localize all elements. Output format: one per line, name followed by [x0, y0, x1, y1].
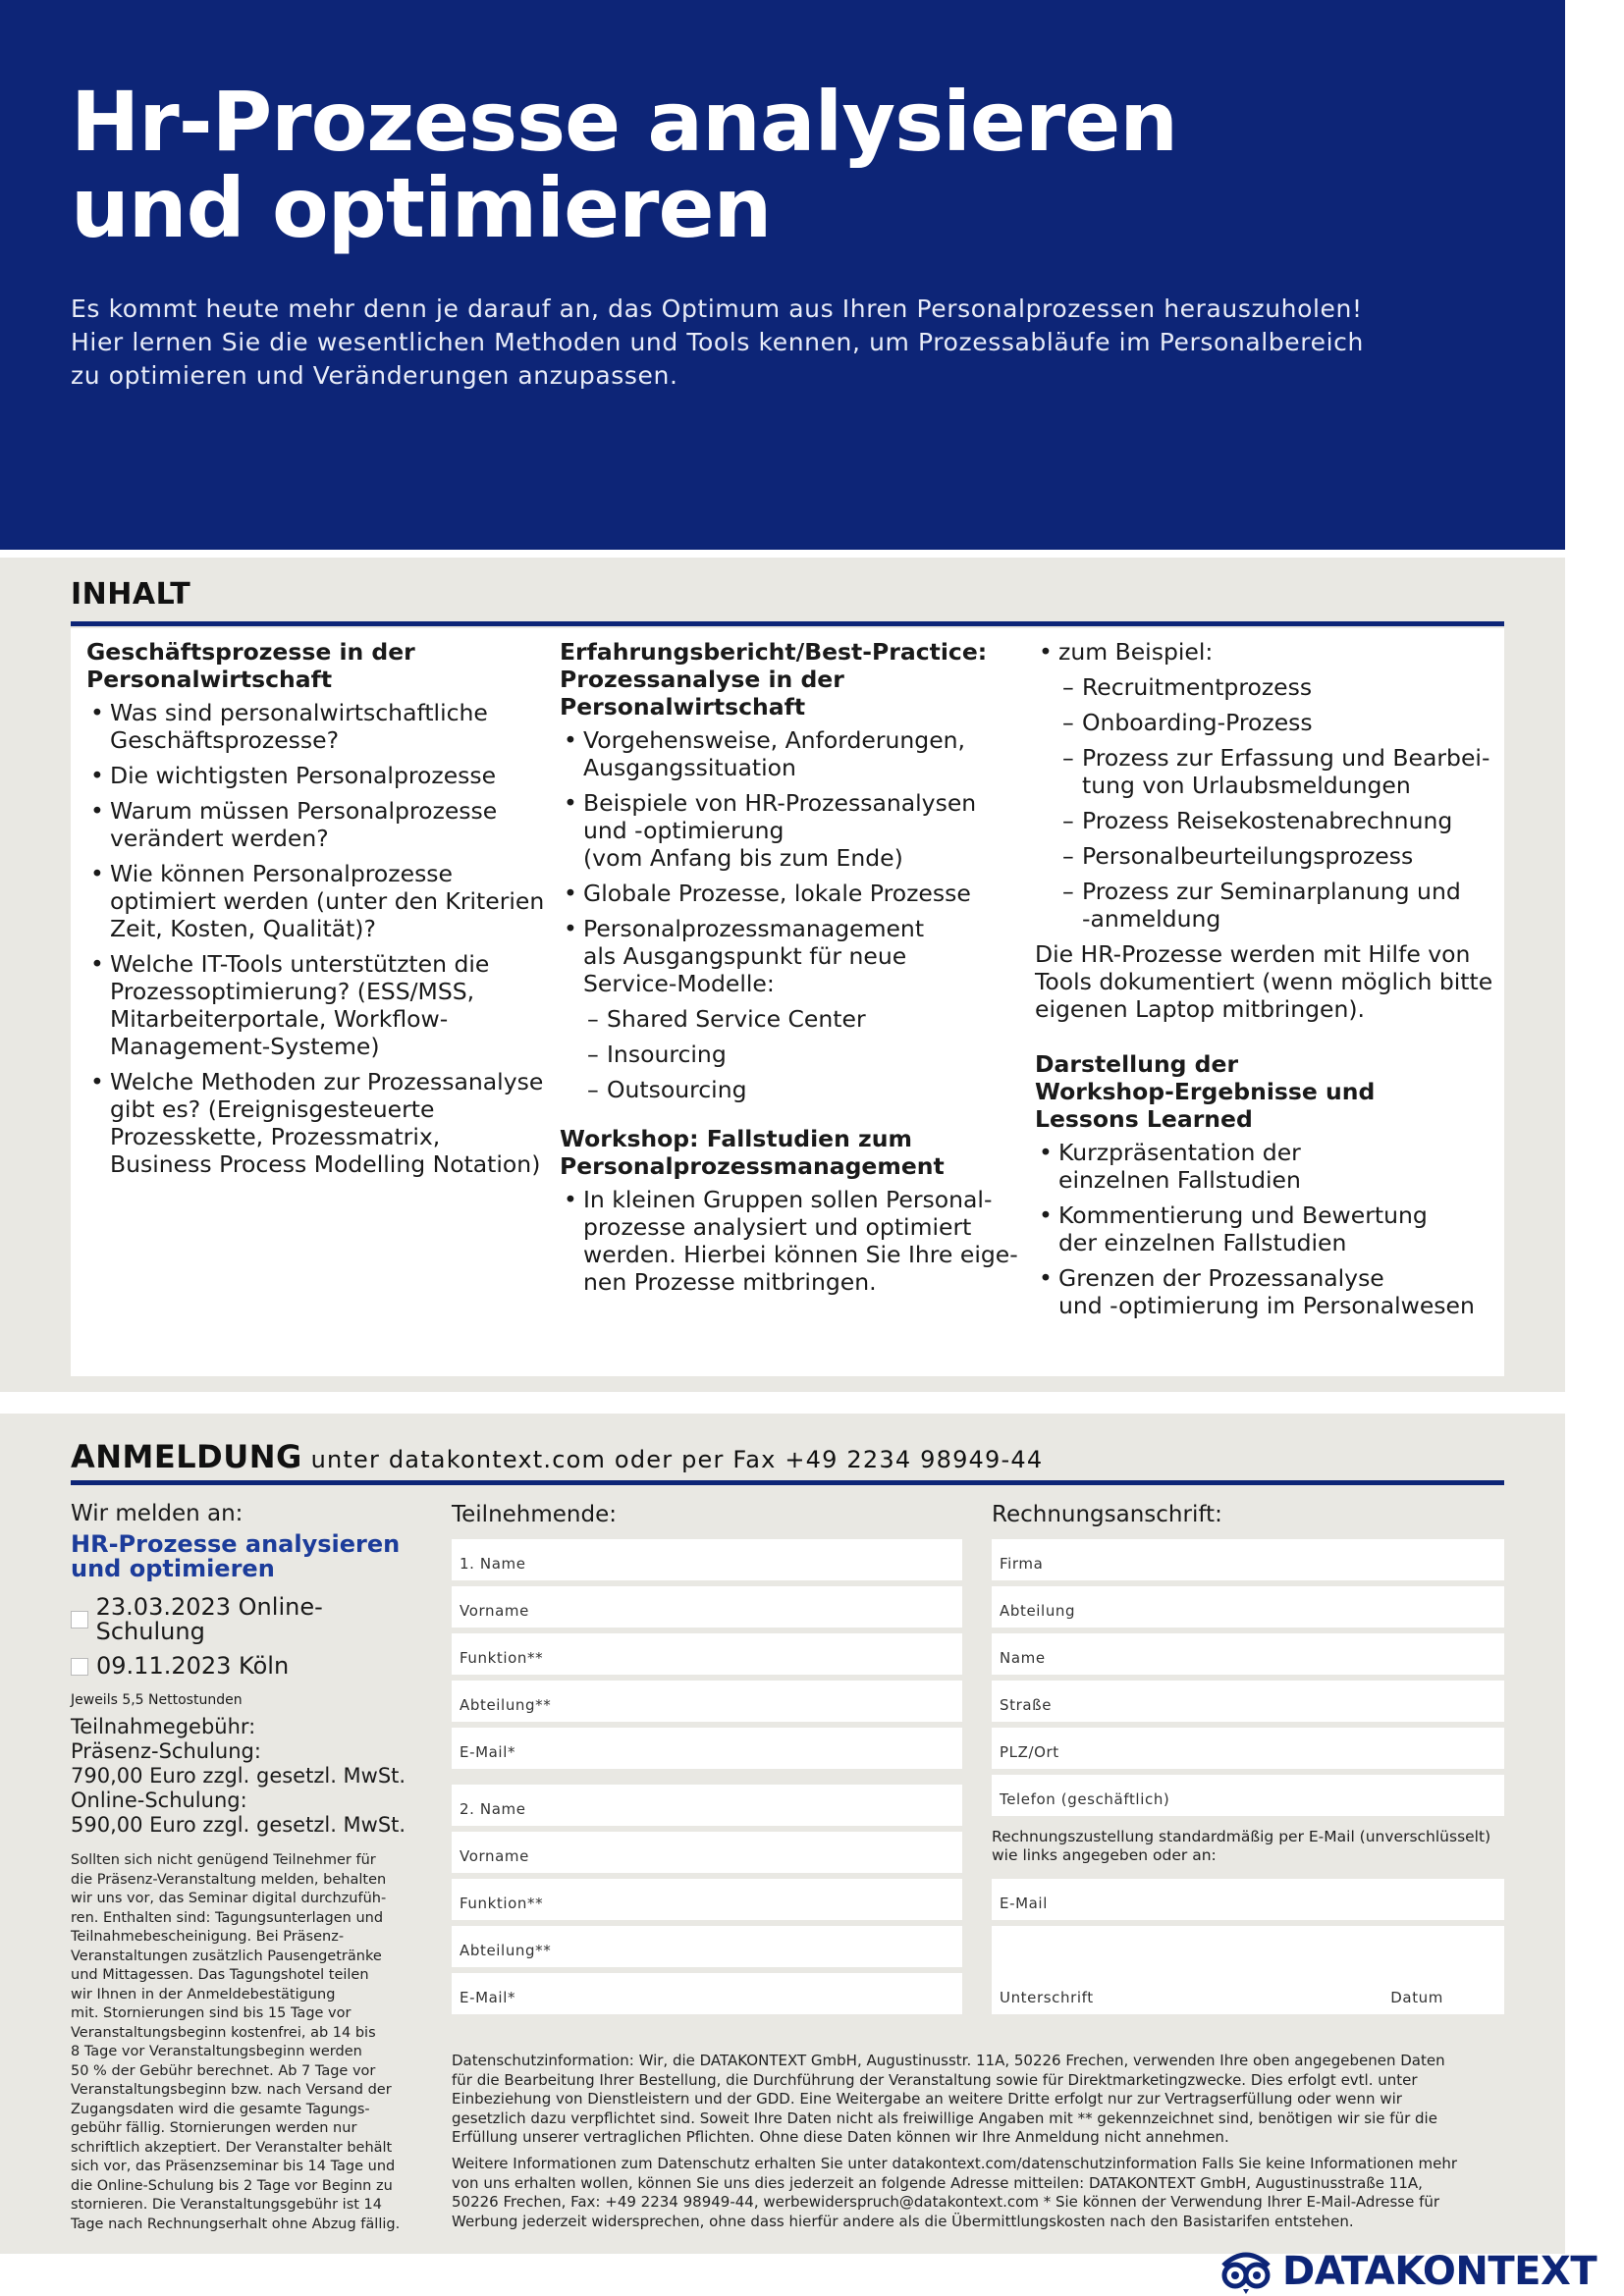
section-heading: Darstellung der Workshop-Ergebnisse und Lessons Learned — [1035, 1050, 1376, 1133]
content-column-1 — [86, 638, 548, 1186]
list-item: • Kurzpräsentation der einzelnen Fallstudien — [1035, 1139, 1496, 1194]
date-checkbox[interactable] — [71, 1658, 88, 1676]
terms-fineprint: Sollten sich nicht genügend Teilnehmer für die Präsenz-Veranstaltung melden, behalten wir uns vor, das Seminar digital durchzufüh- ren. Enthalten sind: Tagungsunterlagen und Teilnahmebescheinigung. Bei Präsenz- Veranstaltungen zusätzlich Pausengetränke und Mittagessen. Das Tagungshotel teilen wir Ihnen in der Anmeldebestätigung mit. Stornierungen sind bis 15 Tage vor Veranstaltungsbeginn kostenfrei, ab 14 bis 8 Tage vor Veranstaltungsbeginn werden 50 % der Gebühr berechnet. Ab 7 Tage vor Veranstaltungsbeginn bzw. nach Versand der Zugangsdaten wird die gesamte Tagungs- gebühr fällig. Stornierungen werden nur schriftlich akzeptiert. Der Veranstalter behält sich vor, das Präsenzseminar bis 14 Tage und die Online-Schulung bis 2 Tage vor Beginn zu stornieren. Die Veranstaltungsgebühr ist 14 Tage nach Rechnungserhalt ohne Abzug fällig. — [71, 1852, 401, 2232]
intro-line-1: Es kommt heute mehr denn je darauf an, das Optimum aus Ihren Personalprozessen herauszuholen! — [71, 294, 1363, 323]
registration-heading: ANMELDUNG unter datakontext.com oder per Fax +49 2234 98949-44 — [71, 1438, 1044, 1475]
heading-line: Personalwirtschaft — [86, 666, 333, 693]
registration-divider — [71, 1480, 1504, 1485]
content-heading: INHALT — [71, 577, 191, 612]
sub-list-item: – Prozess Reisekostenabrechnung — [1058, 807, 1496, 834]
billing-zip-city-field[interactable]: PLZ/Ort — [992, 1728, 1504, 1769]
privacy-notice-more: Weitere Informationen zum Datenschutz erhalten Sie unter datakontext.com/datenschutzinformation Falls Sie keine Informationen mehr von uns erhalten wollen, können Sie uns dies jederzeit an folgende Adresse mitteilen: DATAKONTEXT GmbH, Augustinusstraße 11A, 50226 Frechen, Fax: +49 2234 98949-44, werbewiderspruch@datakontext.com * Sie können der Verwendung Ihrer E-Mail-Adresse für Werbung jederzeit widersprechen, ohne dass hierfür andere als die Übermittlungskosten nach den Basistarifen entstehen. — [452, 2155, 1457, 2230]
signature-field[interactable] — [992, 1926, 1504, 2014]
list-item: • zum Beispiel: — [1035, 638, 1496, 666]
sub-list-item: – Insourcing — [583, 1041, 1021, 1068]
billing-company-field[interactable]: Firma — [992, 1539, 1504, 1580]
sub-list-item: – Onboarding-Prozess — [1058, 709, 1496, 736]
list-item: • Was sind personalwirtschaftliche Geschäftsprozesse? — [86, 699, 548, 754]
sub-list-item: – Personalbeurteilungsprozess — [1058, 842, 1496, 870]
bullet-list — [1035, 638, 1496, 933]
participant2-function-field[interactable]: Funktion** — [452, 1879, 962, 1920]
date-option-1[interactable]: 23.03.2023 Online-Schulung — [71, 1595, 424, 1644]
content-column-2 — [560, 638, 1021, 1304]
participant2-email-field[interactable]: E-Mail* — [452, 1973, 962, 2014]
list-item: • Wie können Personalprozesse optimiert werden (unter den Kriterien Zeit, Kosten, Qualität)? — [86, 860, 548, 942]
participants-label: Teilnehmende: — [452, 1502, 618, 1527]
owl-logo-icon — [1218, 2248, 1274, 2295]
hours-note: Jeweils 5,5 Nettostunden — [71, 1692, 243, 1708]
course-title: HR-Prozesse analysieren und optimieren — [71, 1530, 401, 1582]
bullet-list — [560, 1186, 1021, 1296]
title-line-1: Hr-Prozesse analysieren — [71, 74, 1178, 170]
sub-list-item: – Prozess zur Seminarplanung und -anmeldung — [1058, 878, 1496, 933]
logo-text: DATAKONTEXT — [1282, 2249, 1597, 2294]
signature-label: Unterschrift — [1000, 1989, 1094, 2006]
content-column-3 — [1035, 638, 1496, 1327]
billing-department-field[interactable]: Abteilung — [992, 1586, 1504, 1628]
list-item: • Die wichtigsten Personalprozesse — [86, 762, 548, 789]
bullet-list — [86, 699, 548, 1178]
list-item: • Welche IT-Tools unterstützten die Prozessoptimierung? (ESS/MSS, Mitarbeiterportale, Workflow- Management-Systeme) — [86, 950, 548, 1060]
billing-note: Rechnungszustellung standardmäßig per E-Mail (unverschlüsselt) wie links angegeben oder an: — [992, 1828, 1491, 1864]
participant1-function-field[interactable]: Funktion** — [452, 1633, 962, 1675]
billing-phone-field[interactable]: Telefon (geschäftlich) — [992, 1775, 1504, 1816]
bullet-list — [1035, 1139, 1496, 1319]
paragraph: Die HR-Prozesse werden mit Hilfe von Tools dokumentiert (wenn möglich bitte eigenen Laptop mitbringen). — [1035, 940, 1493, 1023]
course-selection — [71, 1502, 424, 1838]
list-item: • Beispiele von HR-Prozessanalysen und -optimierung (vom Anfang bis zum Ende) — [560, 789, 1021, 872]
sub-list-item: – Recruitmentprozess — [1058, 673, 1496, 701]
fee-info: Teilnahmegebühr: Präsenz-Schulung: 790,00 Euro zzgl. gesetzl. MwSt. Online-Schulung: 590,00 Euro zzgl. gesetzl. MwSt. — [71, 1715, 406, 1837]
heading-line: Geschäftsprozesse in der — [86, 638, 415, 666]
section-heading — [86, 638, 548, 693]
billing-label: Rechnungsanschrift: — [992, 1502, 1222, 1527]
participant2-firstname-field[interactable]: Vorname — [452, 1832, 962, 1873]
section-heading: Erfahrungsbericht/Best-Practice: Prozessanalyse in der Personalwirtschaft — [560, 638, 988, 721]
date-option-2[interactable]: 09.11.2023 Köln — [71, 1654, 424, 1679]
billing-name-field[interactable]: Name — [992, 1633, 1504, 1675]
list-item: • Welche Methoden zur Prozessanalyse gibt es? (Ereignisgesteuerte Prozesskette, Prozessmatrix, Business Process Modelling Notation) — [86, 1068, 548, 1178]
billing-email-field[interactable]: E-Mail — [992, 1879, 1504, 1920]
billing-street-field[interactable]: Straße — [992, 1681, 1504, 1722]
section-heading: Workshop: Fallstudien zum Personalprozessmanagement — [560, 1125, 945, 1180]
sub-list-item: – Prozess zur Erfassung und Bearbei- tung von Urlaubsmeldungen — [1058, 744, 1496, 799]
list-item: • Globale Prozesse, lokale Prozesse — [560, 880, 1021, 907]
company-logo — [1218, 2248, 1597, 2295]
participant2-department-field[interactable]: Abteilung** — [452, 1926, 962, 1967]
participant1-name-field[interactable]: 1. Name — [452, 1539, 962, 1580]
intro-text — [71, 293, 1445, 393]
date-label: Datum — [1390, 1989, 1443, 2006]
participant2-name-field[interactable]: 2. Name — [452, 1785, 962, 1826]
bullet-list — [560, 726, 1021, 1103]
participant1-email-field[interactable]: E-Mail* — [452, 1728, 962, 1769]
register-label: Wir melden an: — [71, 1501, 244, 1526]
participant1-department-field[interactable]: Abteilung** — [452, 1681, 962, 1722]
list-item: • Personalprozessmanagement als Ausgangspunkt für neue Service-Modelle: — [560, 915, 1021, 997]
title-line-2: und optimieren — [71, 160, 772, 256]
list-item: • Kommentierung und Bewertung der einzelnen Fallstudien — [1035, 1201, 1496, 1256]
list-item: • Warum müssen Personalprozesse verändert werden? — [86, 797, 548, 852]
list-item: • Grenzen der Prozessanalyse und -optimierung im Personalwesen — [1035, 1264, 1496, 1319]
intro-line-3: zu optimieren und Veränderungen anzupassen. — [71, 361, 678, 390]
list-item: • Vorgehensweise, Anforderungen, Ausgangssituation — [560, 726, 1021, 781]
sub-list-item: – Outsourcing — [583, 1076, 1021, 1103]
content-divider — [71, 621, 1504, 626]
sub-list-item: – Shared Service Center — [583, 1005, 1021, 1033]
date-checkbox[interactable] — [71, 1611, 88, 1629]
intro-line-2: Hier lernen Sie die wesentlichen Methoden und Tools kennen, um Prozessabläufe im Personalbereich — [71, 328, 1364, 356]
participant1-firstname-field[interactable]: Vorname — [452, 1586, 962, 1628]
list-item: • In kleinen Gruppen sollen Personal- prozesse analysiert und optimiert werden. Hierbei können Sie Ihre eige- nen Prozesse mitbringen. — [560, 1186, 1021, 1296]
page-title — [71, 74, 1494, 256]
privacy-notice: Datenschutzinformation: Wir, die DATAKONTEXT GmbH, Augustinusstr. 11A, 50226 Frechen, verwenden Ihre oben angegebenen Daten für die Bearbeitung Ihrer Bestellung, die Durchführung der Veranstaltung sowie für Direktmarketingzwecke. Dies erfolgt evtl. unter Einbeziehung von Dienstleistern und der GDD. Eine Weitergabe an weitere Dritte erfolgt nur zur Vertragserfüllung oder wenn wir gesetzlich dazu verpflichtet sind. Soweit Ihre Daten nicht als freiwillige Angaben mit ** gekennzeichnet sind, benötigen wir sie für die Erfüllung unserer vertraglichen Pflichten. Ohne diese Daten können wir Ihre Anmeldung nicht annehmen. — [452, 2052, 1445, 2147]
